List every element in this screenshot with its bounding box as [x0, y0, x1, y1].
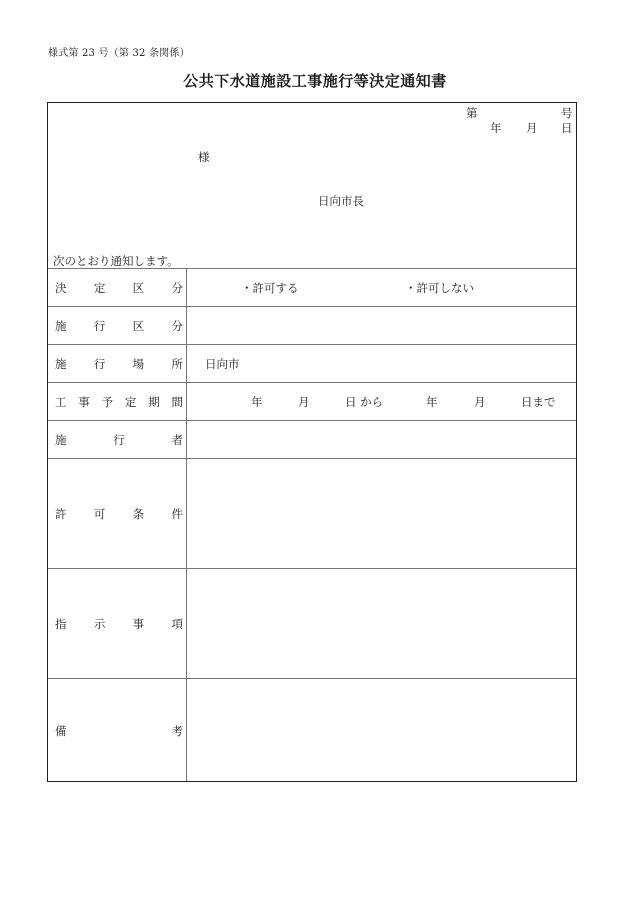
option-approve[interactable]: ・許可する: [241, 281, 299, 295]
period-start-month: 月: [298, 395, 310, 409]
row-executor: [48, 420, 576, 458]
number-suffix: 号: [561, 106, 573, 120]
form-number: 様式第 23 号（第 32 条関係）: [48, 48, 190, 59]
label-conditions: 許 可 条 件: [55, 506, 183, 521]
option-disapprove[interactable]: ・許可しない: [405, 281, 474, 295]
row-instructions: [48, 568, 576, 678]
period-end-month: 月: [474, 395, 486, 409]
label-location: 施 行 場 所: [55, 356, 183, 371]
row-period: [48, 382, 576, 420]
label-period: 工 事 予 定 期 間: [55, 394, 183, 409]
period-start-day: 日 から: [345, 395, 384, 409]
row-conditions: [48, 458, 576, 568]
document-title: 公共下水道施設工事施行等決定通知書: [183, 72, 447, 90]
header-area: [48, 103, 576, 268]
label-instructions: 指 示 事 項: [55, 616, 183, 631]
label-remarks: 備 考: [55, 723, 183, 738]
form-frame: [47, 102, 577, 782]
number-prefix: 第: [466, 106, 478, 120]
addressee-honorific: 様: [198, 150, 210, 164]
row-execution-type: [48, 306, 576, 344]
issuer-name: 日向市長: [318, 194, 364, 208]
row-location: [48, 344, 576, 382]
location-value: 日向市: [205, 357, 240, 371]
period-start-year: 年: [251, 395, 263, 409]
label-execution-type: 施 行 区 分: [55, 318, 183, 333]
label-executor: 施 行 者: [55, 432, 183, 447]
row-remarks: [48, 678, 576, 781]
date-month-label: 月: [526, 121, 538, 135]
label-decision: 決 定 区 分: [55, 280, 183, 295]
date-day-label: 日: [561, 121, 573, 135]
row-decision: [48, 268, 576, 306]
date-year-label: 年: [490, 121, 502, 135]
period-end-day: 日まで: [521, 395, 556, 409]
period-end-year: 年: [426, 395, 438, 409]
intro-text: 次のとおり通知します。: [53, 254, 179, 268]
